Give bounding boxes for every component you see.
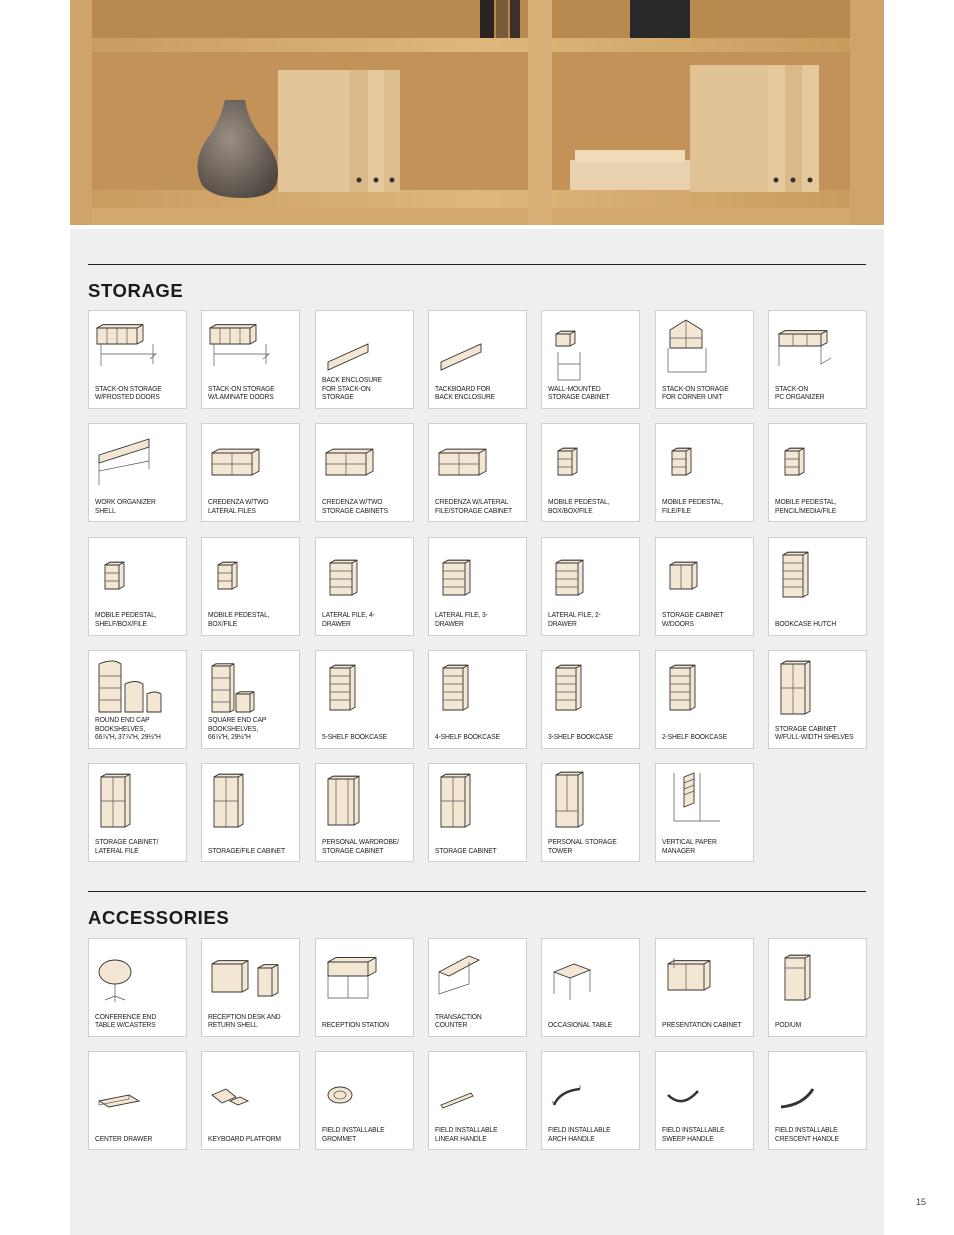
product-label: FIELD INSTALLABLE SWEEP HANDLE <box>661 1125 724 1143</box>
product-tile <box>428 763 527 862</box>
occasional-table-icon <box>546 942 636 1010</box>
wardrobe-icon <box>320 767 410 835</box>
product-tile <box>201 310 300 409</box>
organizer-shell-icon <box>93 427 183 495</box>
product-label: MOBILE PEDESTAL, BOX/FILE <box>208 610 270 628</box>
product-tile <box>201 650 300 749</box>
product-tile <box>541 310 640 409</box>
product-tile <box>541 938 640 1037</box>
product-label: STORAGE CABINET/ LATERAL FILE <box>95 837 159 855</box>
podium-icon <box>773 942 863 1010</box>
product-tile <box>315 1051 414 1150</box>
product-label: 5-SHELF BOOKCASE <box>321 732 387 742</box>
product-tile <box>655 763 754 862</box>
product-label: FIELD INSTALLABLE ARCH HANDLE <box>548 1125 611 1143</box>
tall-cabinet-icon <box>433 767 523 835</box>
product-label: RECEPTION DESK AND RETURN SHELL <box>208 1011 281 1030</box>
bookcase-icon <box>773 541 863 609</box>
product-label: MOBILE PEDESTAL, FILE/FILE <box>661 497 723 515</box>
product-label: VERTICAL PAPER MANAGER <box>661 837 717 855</box>
product-tile <box>541 423 640 522</box>
presentation-cabinet-icon <box>660 942 750 1010</box>
product-tile <box>428 537 527 636</box>
product-tile <box>88 423 187 522</box>
product-tile <box>201 938 300 1037</box>
product-label: STORAGE/FILE CABINET <box>208 845 286 855</box>
product-label: WORK ORGANIZER SHELL <box>95 497 156 515</box>
bookcase-icon <box>546 654 636 722</box>
product-label: ROUND END CAP BOOKSHELVES, 66⅞"H, 37⅞"H, 29½"H <box>95 715 161 742</box>
keyboard-platform-icon <box>206 1055 296 1123</box>
credenza-icon <box>320 427 410 495</box>
credenza-icon <box>433 427 523 495</box>
hutch-icon <box>93 314 183 382</box>
product-tile <box>541 1051 640 1150</box>
product-tile <box>88 537 187 636</box>
linear-handle-icon <box>433 1055 523 1123</box>
grommet-icon <box>320 1055 410 1123</box>
product-label: BACK ENCLOSURE FOR STACK-ON STORAGE <box>321 375 382 402</box>
wall-cabinet-icon <box>546 314 636 382</box>
product-label: 4-SHELF BOOKCASE <box>434 732 500 742</box>
product-tile <box>428 423 527 522</box>
product-label: SQUARE END CAP BOOKSHELVES, 66⅞"H, 29½"H <box>208 715 267 742</box>
product-label: 2-SHELF BOOKCASE <box>661 732 727 742</box>
product-label: CREDENZA W/LATERAL FILE/STORAGE CABINET <box>434 497 512 515</box>
product-label: PERSONAL STORAGE TOWER <box>548 837 617 855</box>
tall-cabinet-icon <box>773 654 863 722</box>
product-label: STORAGE CABINET <box>434 845 497 855</box>
bookshelf-photo <box>70 0 884 225</box>
product-tile <box>88 650 187 749</box>
product-tile <box>88 938 187 1037</box>
product-tile <box>655 1051 754 1150</box>
product-tile <box>655 423 754 522</box>
product-tile <box>768 537 867 636</box>
arch-handle-icon <box>546 1055 636 1123</box>
product-tile <box>201 1051 300 1150</box>
product-label: STACK-ON STORAGE W/LAMINATE DOORS <box>208 383 275 402</box>
crescent-handle-icon <box>773 1055 863 1123</box>
product-tile <box>315 650 414 749</box>
product-label: MOBILE PEDESTAL, SHELF/BOX/FILE <box>95 610 157 628</box>
product-tile <box>315 938 414 1037</box>
product-tile <box>655 537 754 636</box>
product-tile <box>201 537 300 636</box>
product-tile <box>428 310 527 409</box>
tower-icon <box>546 767 636 835</box>
lateral-file-icon <box>433 541 523 609</box>
product-tile <box>315 763 414 862</box>
corner-hutch-icon <box>660 314 750 382</box>
product-tile <box>315 310 414 409</box>
pedestal-icon <box>773 427 863 495</box>
product-tile <box>541 650 640 749</box>
tall-cabinet-icon <box>206 767 296 835</box>
panel-icon <box>433 314 523 382</box>
product-tile <box>541 763 640 862</box>
product-tile <box>428 938 527 1037</box>
product-label: PRESENTATION CABINET <box>661 1020 741 1030</box>
product-label: FIELD INSTALLABLE GROMMET <box>321 1125 385 1143</box>
storage-section <box>88 264 866 302</box>
bookcase-icon <box>320 654 410 722</box>
product-label: TACKBOARD FOR BACK ENCLOSURE <box>434 383 495 402</box>
reception-desk-icon <box>206 942 296 1010</box>
product-label: CENTER DRAWER <box>95 1133 153 1143</box>
pedestal-icon <box>206 541 296 609</box>
product-label: STORAGE CABINET W/FULL-WIDTH SHELVES <box>774 723 854 742</box>
product-label: MOBILE PEDESTAL, PENCIL/MEDIA/FILE <box>774 497 837 515</box>
section-title: STORAGE <box>88 280 184 301</box>
bookcase-icon <box>660 654 750 722</box>
product-tile <box>655 938 754 1037</box>
catalog-panel <box>70 229 884 1235</box>
lateral-file-icon <box>320 541 410 609</box>
center-drawer-icon <box>93 1055 183 1123</box>
product-tile <box>428 1051 527 1150</box>
product-tile <box>655 650 754 749</box>
product-label: CREDENZA W/TWO LATERAL FILES <box>208 497 269 515</box>
round-table-icon <box>93 942 183 1010</box>
product-label: CONFERENCE END TABLE W/CASTERS <box>95 1011 157 1030</box>
product-label: PODIUM <box>774 1020 801 1030</box>
tall-cabinet-icon <box>93 767 183 835</box>
product-tile <box>88 310 187 409</box>
product-label: STORAGE CABINET W/DOORS <box>661 610 724 628</box>
product-label: STACK-ON STORAGE W/FROSTED DOORS <box>95 383 162 402</box>
pedestal-icon <box>660 427 750 495</box>
round-bookshelf-icon <box>93 654 183 722</box>
product-label: FIELD INSTALLABLE LINEAR HANDLE <box>434 1125 498 1143</box>
section-title: ACCESSORIES <box>88 907 230 928</box>
product-label: STACK-ON PC ORGANIZER <box>774 383 825 402</box>
bookcase-icon <box>433 654 523 722</box>
pedestal-icon <box>546 427 636 495</box>
product-tile <box>768 310 867 409</box>
product-tile <box>768 423 867 522</box>
product-label: CREDENZA W/TWO STORAGE CABINETS <box>321 497 388 515</box>
lateral-file-icon <box>546 541 636 609</box>
reception-station-icon <box>320 942 410 1010</box>
product-tile <box>201 423 300 522</box>
product-tile <box>768 1051 867 1150</box>
product-label: LATERAL FILE, 3-DRAWER <box>434 610 488 628</box>
product-label: LATERAL FILE, 4-DRAWER <box>321 610 375 628</box>
product-label: PERSONAL WARDROBE/ STORAGE CABINET <box>321 837 399 855</box>
product-label: TRANSACTION COUNTER <box>434 1011 482 1030</box>
page-number: 15 <box>915 1197 926 1207</box>
product-label: OCCASIONAL TABLE <box>548 1020 613 1030</box>
product-label: BOOKCASE HUTCH <box>774 619 836 628</box>
section-divider <box>88 264 866 265</box>
product-tile <box>655 310 754 409</box>
credenza-icon <box>206 427 296 495</box>
panel-icon <box>320 314 410 382</box>
square-bookshelf-icon <box>206 654 296 722</box>
product-tile <box>315 423 414 522</box>
storage-cabinet-icon <box>660 541 750 609</box>
product-label: MOBILE PEDESTAL, BOX/BOX/FILE <box>548 497 610 515</box>
accessories-section <box>88 891 866 929</box>
paper-manager-icon <box>660 767 750 835</box>
product-tile <box>768 650 867 749</box>
product-label: RECEPTION STATION <box>321 1020 389 1030</box>
product-label: KEYBOARD PLATFORM <box>208 1133 282 1143</box>
section-divider <box>88 891 866 892</box>
product-label: WALL-MOUNTED STORAGE CABINET <box>548 383 610 402</box>
product-label: LATERAL FILE, 2-DRAWER <box>548 610 601 628</box>
transaction-counter-icon <box>433 942 523 1010</box>
product-tile <box>428 650 527 749</box>
product-label: FIELD INSTALLABLE CRESCENT HANDLE <box>774 1125 839 1143</box>
product-tile <box>88 763 187 862</box>
product-tile <box>201 763 300 862</box>
product-tile <box>541 537 640 636</box>
product-tile <box>88 1051 187 1150</box>
product-tile <box>768 938 867 1037</box>
hutch-icon <box>206 314 296 382</box>
sweep-handle-icon <box>660 1055 750 1123</box>
product-label: 3-SHELF BOOKCASE <box>548 732 614 742</box>
product-label: STACK-ON STORAGE FOR CORNER UNIT <box>661 383 729 402</box>
pedestal-icon <box>93 541 183 609</box>
pc-organizer-icon <box>773 314 863 382</box>
product-tile <box>315 537 414 636</box>
